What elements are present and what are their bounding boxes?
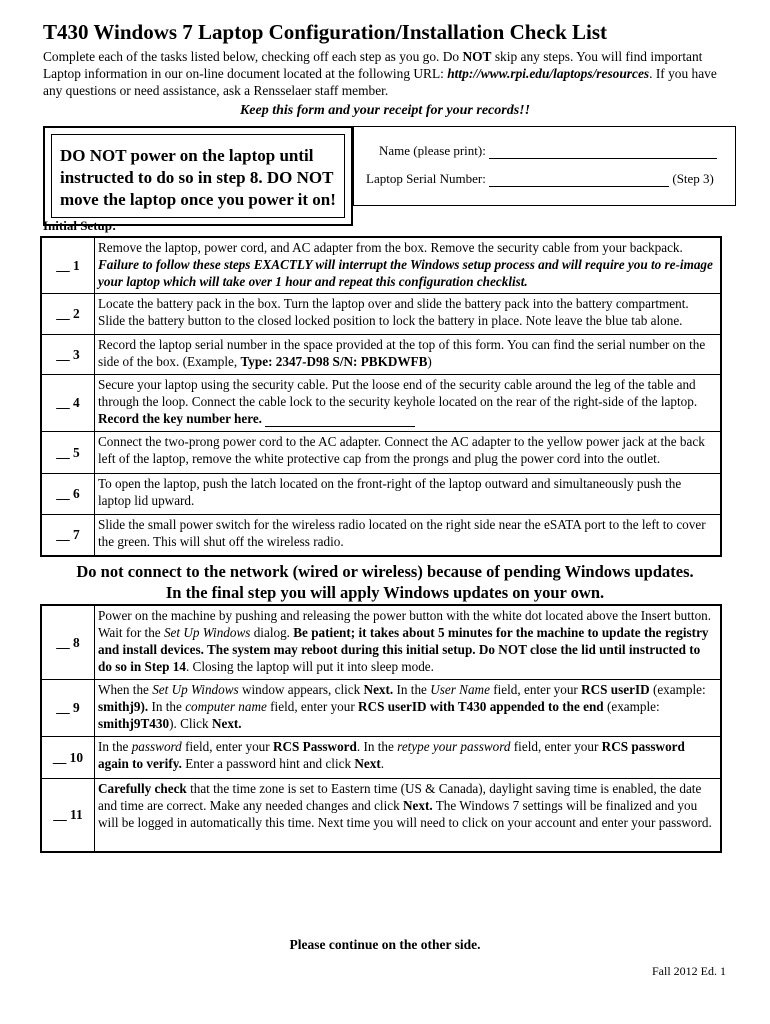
name-underline[interactable] <box>489 146 717 159</box>
continue-note: Please continue on the other side. <box>289 937 481 952</box>
step-row <box>42 473 720 514</box>
step-text: Record the laptop serial number in the space provided at the top of this form. You can find the serial number on the side of the box. (Example, Type: 2347-D98 S/N: PBKDWFB) <box>98 337 706 369</box>
serial-field[interactable] <box>366 171 714 187</box>
step-row <box>42 293 720 334</box>
windows-setup-steps <box>40 604 722 853</box>
step-checkbox[interactable]: __ 2 <box>42 294 95 334</box>
step-row <box>42 778 720 851</box>
intro-paragraph: Complete each of the tasks listed below, checking off each step as you go. Do NOT skip any steps. You will find important Laptop information in our on-line document located at the following URL: http://www.rpi.edu/laptops/resources. If you have any questions or need assistance, ask a Rensselaer staff member. <box>43 49 717 98</box>
step-row <box>42 606 720 679</box>
step-checkbox[interactable]: __ 3 <box>42 335 95 374</box>
edition-label: Fall 2012 Ed. 1 <box>652 964 726 978</box>
keep-form-note: Keep this form and your receipt for your records!! <box>239 103 531 118</box>
step-checkbox[interactable]: __ 8 <box>42 606 95 679</box>
step-text: In the password field, enter your RCS Password. In the retype your password field, enter your RCS password again to verify. Enter a password hint and click Next. <box>98 739 685 771</box>
step-row <box>42 374 720 431</box>
serial-step-note: (Step 3) <box>672 171 714 186</box>
step-row <box>42 514 720 555</box>
step-checkbox[interactable]: __ 10 <box>42 737 95 778</box>
power-warning-box <box>43 126 353 226</box>
step-text: Secure your laptop using the security cable. Put the loose end of the security cable around the leg of the table and through the loop. Connect the cable lock to the security keyhole located on the rear of the right-side of the laptop. Record the key number here. <box>98 377 698 426</box>
step-row <box>42 334 720 374</box>
step-text: To open the laptop, push the latch located on the front-right of the laptop outward and simultaneously push the laptop lid upward. <box>98 476 682 508</box>
step-text: Remove the laptop, power cord, and AC adapter from the box. Remove the security cable from your backpack. Failure to follow these steps EXACTLY will interrupt the Windows setup process and will require you to re-image your laptop which will take over 1 hour and repeat this configuration checklist. <box>98 240 713 289</box>
step-row <box>42 431 720 473</box>
resources-url[interactable]: http://www.rpi.edu/laptops/resources <box>447 66 650 81</box>
step-text: Power on the machine by pushing and releasing the power button with the white dot located above the Insert button. Wait for the Set Up Windows dialog. Be patient; it takes about 5 minutes for the machine to update the registry and install devices. The system may reboot during this initial setup. Do NOT close the lid until instructed to do so in Step 14. Closing the laptop will put it into sleep mode. <box>98 608 712 674</box>
network-warning-line-1: Do not connect to the network (wired or wireless) because of pending Windows updates. <box>76 562 694 581</box>
step-checkbox[interactable]: __ 4 <box>42 375 95 431</box>
power-warning-text: DO NOT power on the laptop until instructed to do so in step 8. DO NOT move the laptop once you power it on! <box>51 134 345 218</box>
step-text: Carefully check that the time zone is set to Eastern time (US & Canada), daylight saving time is enabled, the date and time are correct. Make any needed changes and click Next. The Windows 7 settings will be finalized and you will be logged in automatically this time. Next time you will need to click on your account and enter your password. <box>98 781 712 830</box>
step-row <box>42 238 720 293</box>
step-checkbox[interactable]: __ 11 <box>42 779 95 851</box>
page-title: T430 Windows 7 Laptop Configuration/Installation Check List <box>43 20 608 44</box>
initial-setup-heading: Initial Setup: <box>43 218 117 233</box>
name-field[interactable] <box>379 143 717 159</box>
step-checkbox[interactable]: __ 7 <box>42 515 95 555</box>
serial-underline[interactable] <box>489 174 669 187</box>
step-checkbox[interactable]: __ 6 <box>42 474 95 514</box>
step-text: When the Set Up Windows window appears, click Next. In the User Name field, enter your RCS userID (example: smithj9). In the computer name field, enter your RCS userID with T430 appended to the end (example: smithj9T430). Click Next. <box>98 682 706 731</box>
step-text: Connect the two-prong power cord to the AC adapter. Connect the AC adapter to the yellow power jack at the back left of the laptop, remove the white protective cap from the prongs and plug the power cord into the outlet. <box>98 434 705 466</box>
step-row <box>42 679 720 736</box>
initial-setup-steps <box>40 236 722 557</box>
info-fields-box <box>353 126 736 206</box>
step-row <box>42 736 720 778</box>
step-checkbox[interactable]: __ 5 <box>42 432 95 473</box>
step-text: Locate the battery pack in the box. Turn the laptop over and slide the battery pack into the battery compartment. Slide the battery button to the closed locked position to lock the battery in place. Note leave the blue tab alone. <box>98 296 689 328</box>
step-text: Slide the small power switch for the wireless radio located on the right side near the eSATA port to the left to cover the green. This will shut off the wireless radio. <box>98 517 706 549</box>
network-warning <box>0 561 770 603</box>
network-warning-line-2: In the final step you will apply Windows updates on your own. <box>165 583 605 602</box>
name-label: Name (please print): <box>379 143 486 158</box>
key-number-underline[interactable] <box>265 414 415 427</box>
step-checkbox[interactable]: __ 9 <box>42 680 95 736</box>
step-checkbox[interactable]: __ 1 <box>42 238 95 293</box>
serial-label: Laptop Serial Number: <box>366 171 486 186</box>
